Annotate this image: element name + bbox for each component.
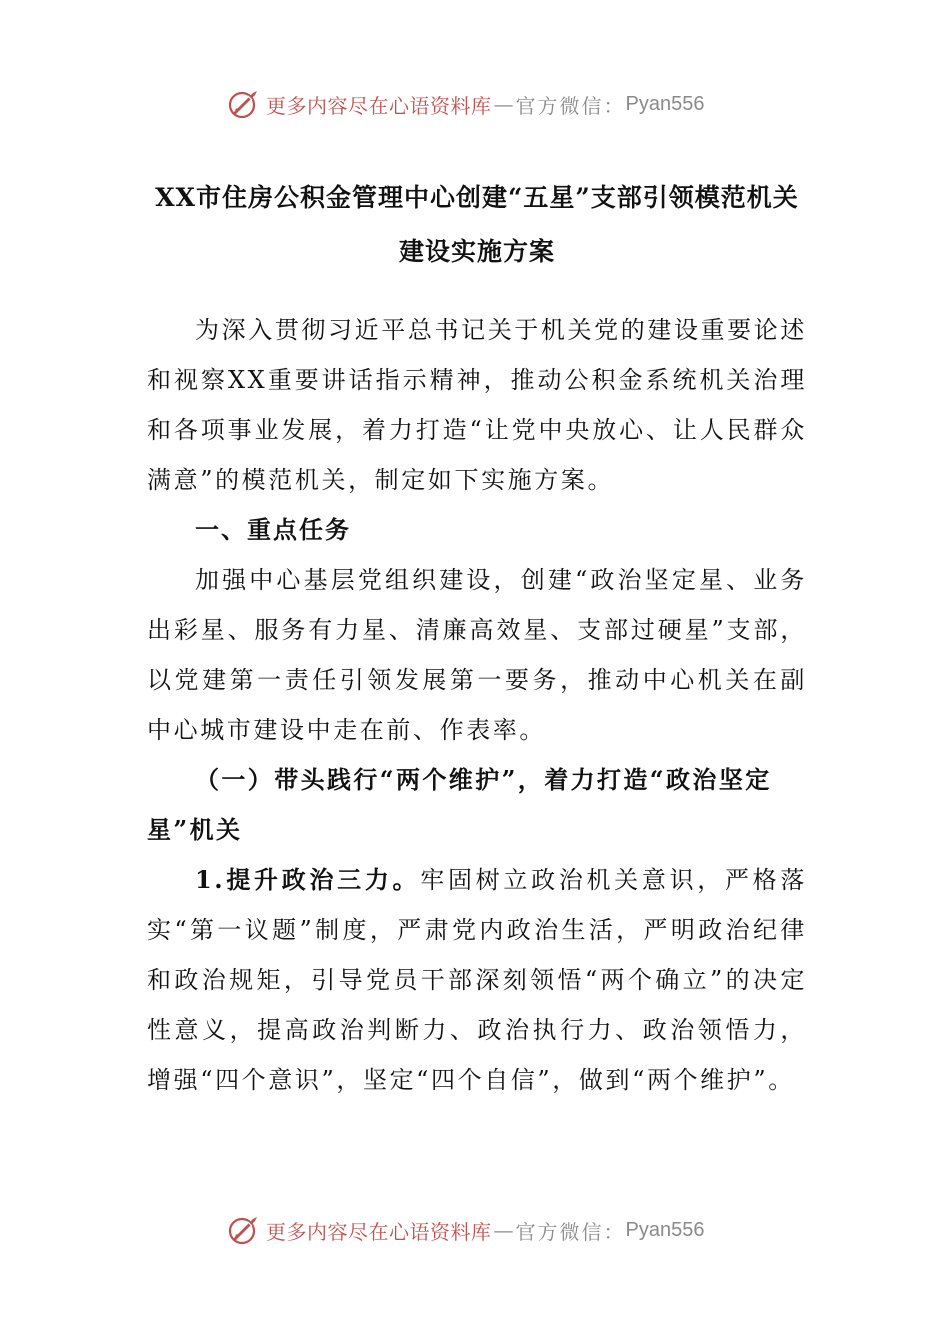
section-body-paragraph: 加强中心基层党组织建设，创建“政治坚定星、业务出彩星、服务有力星、清廉高效星、支部过硬星”支部，以党建第一责任引领发展第一要务，推动中心机关在副中心城市建设中走在前、作表率。: [147, 566, 807, 744]
document-body: [147, 171, 807, 1105]
banner-separator: —: [493, 92, 514, 116]
item-body-text: 牢固树立政治机关意识，严格落实“第一议题”制度，严肃党内政治生活，严明政治纪律和政治规矩，引导党员干部深刻领悟“两个确立”的决定性意义，提高政治判断力、政治执行力、政治领悟力，增强“四个意识”，坚定“四个自信”，做到“两个维护”。: [147, 866, 807, 1094]
item-paragraph: [147, 855, 807, 1105]
banner-wechat-id: Pyan556: [625, 92, 705, 115]
section-heading-key-tasks: 一、重点任务: [195, 515, 351, 544]
banner-wechat-id: Pyan556: [625, 1218, 705, 1241]
quill-pen-logo-icon: [226, 86, 262, 122]
banner-wechat-label: 官方微信：: [515, 93, 626, 118]
document-title: XX市住房公积金管理中心创建“五星”支部引领模范机关建设实施方案: [155, 183, 799, 266]
intro-paragraph: 为深入贯彻习近平总书记关于机关党的建设重要论述和视察XX重要讲话指示精神，推动公积金系统机关治理和各项事业发展，着力打造“让党中央放心、让人民群众满意”的模范机关，制定如下实施方案。: [147, 316, 807, 494]
item-lead-text: 1.提升政治三力。: [195, 865, 421, 894]
banner-main-text: 更多内容尽在心语资料库: [266, 1219, 492, 1244]
footer-watermark-banner: [226, 1210, 704, 1250]
banner-wechat-label: 官方微信：: [515, 1219, 626, 1244]
quill-pen-logo-icon: [226, 1212, 262, 1248]
header-watermark-banner: [226, 84, 704, 124]
banner-separator: —: [493, 1218, 514, 1242]
subsection-heading: （一）带头践行“两个维护”，着力打造“政治坚定星”机关: [147, 765, 772, 844]
banner-main-text: 更多内容尽在心语资料库: [266, 93, 492, 118]
